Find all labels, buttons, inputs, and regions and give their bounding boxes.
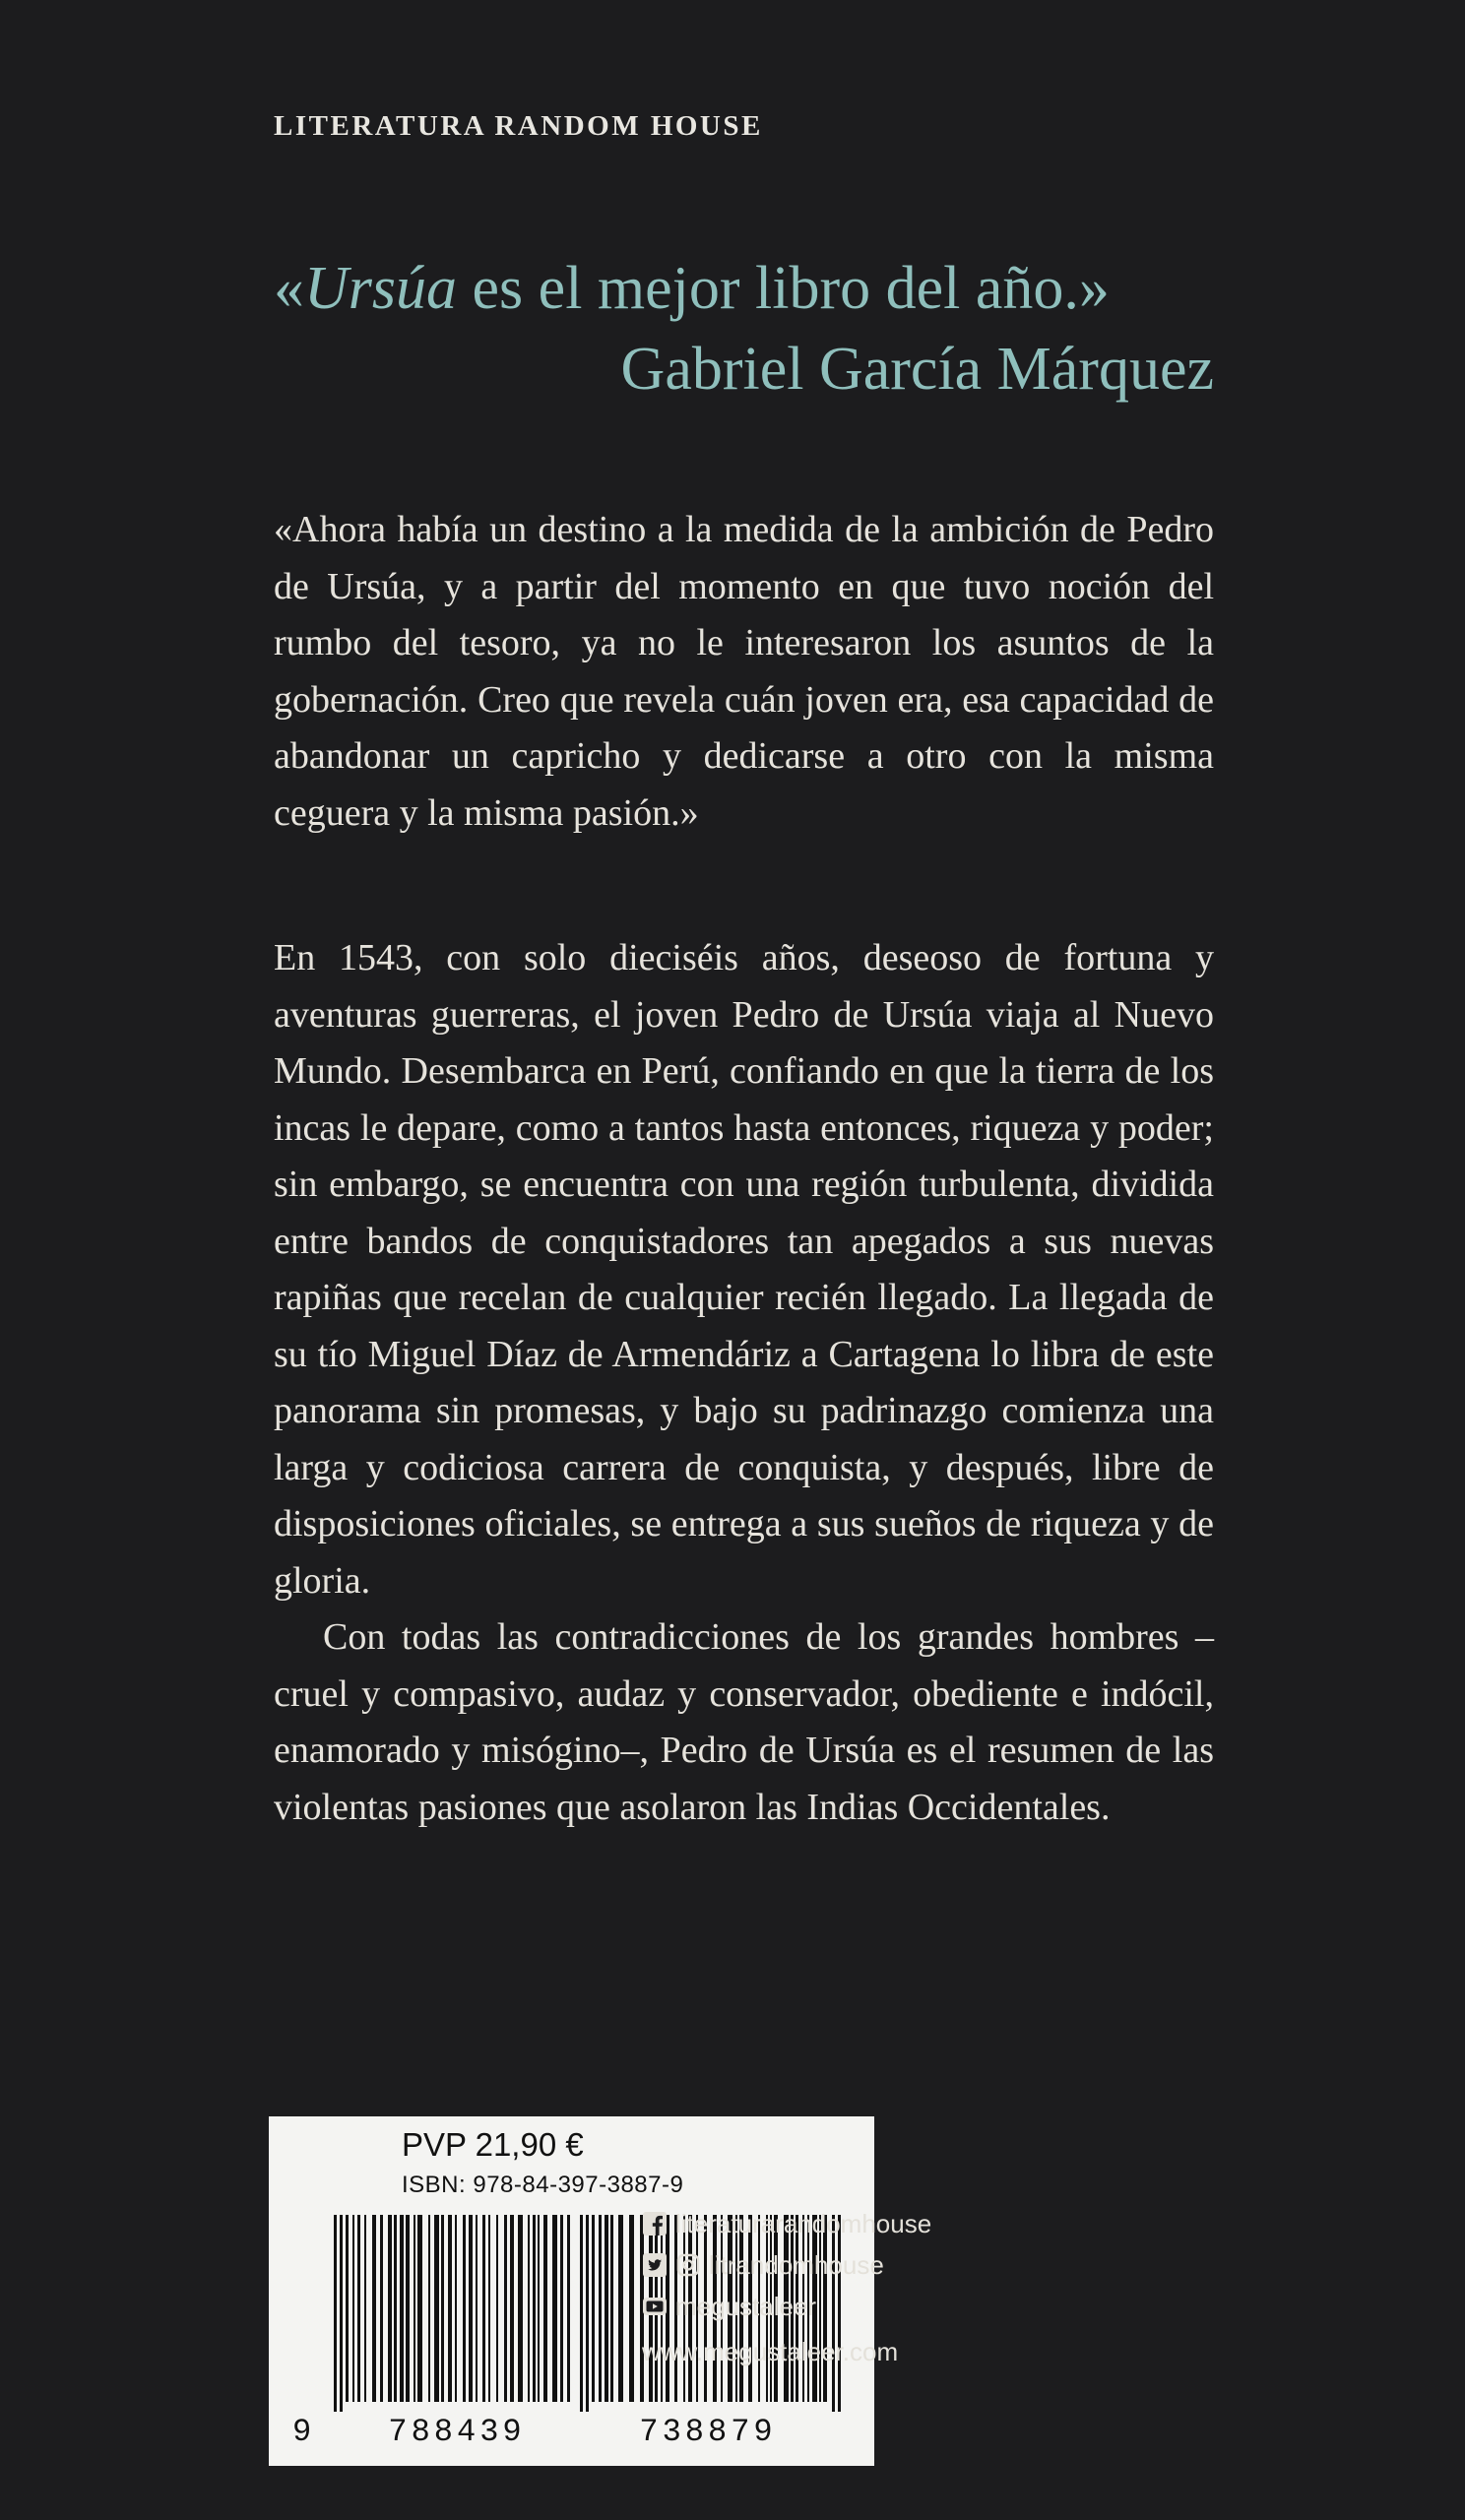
- instagram-icon: [675, 2252, 701, 2278]
- twitter-icon: [642, 2252, 668, 2278]
- facebook-icon: [642, 2211, 668, 2236]
- synopsis-paragraph-1: En 1543, con solo dieciséis años, deseoso de fortuna y aventuras guerreras, el joven Pedro de Ursúa viaja al Nuevo Mundo. Desembarca en Perú, confiando en que la tierra de los incas le depare, como a tantos hasta entonces, riqueza y poder; sin embargo, se encuentra con una región turbulenta, dividida entre bandos de conquistadores tan apegados a sus nuevas rapiñas que recelan de cualquier recién llegado. La llegada de su tío Miguel Díaz de Armendáriz a Cartagena lo libra de este panorama sin promesas, y bajo su padrinazgo comienza una larga y codiciosa carrera de conquista, y después, libre de disposiciones oficiales, se entrega a sus sueños de riqueza y de gloria.: [274, 937, 1214, 1602]
- barcode-digits: [292, 2414, 854, 2450]
- youtube-handle[interactable]: megustaleer: [675, 2292, 817, 2321]
- synopsis: [274, 930, 1214, 1836]
- facebook-handle[interactable]: literaturarandomhouse: [675, 2209, 932, 2238]
- blurb-quote-text: es el mejor libro del año.»: [457, 255, 1110, 322]
- social-row-youtube: [642, 2286, 931, 2327]
- blurb-quote-open: «: [274, 255, 304, 322]
- barcode-digits-left: 788439: [388, 2414, 526, 2450]
- barcode-digits-right: 738879: [639, 2414, 777, 2450]
- barcode-digit-first: 9: [292, 2414, 316, 2450]
- isbn-text: ISBN: 978-84-397-3887-9: [402, 2172, 684, 2198]
- social-links: [642, 2203, 931, 2372]
- blurb-quote: [274, 248, 1214, 329]
- blurb-author: Gabriel García Márquez: [620, 336, 1214, 403]
- website-link[interactable]: www.megustaleer.com: [642, 2337, 899, 2366]
- excerpt-paragraph: «Ahora había un destino a la medida de la ambición de Pedro de Ursúa, y a partir del momento en que tuvo noción del rumbo del tesoro, ya no le interesaron los asuntos de la gobernación. Creo que revela cuán joven era, esa capacidad de abandonar un capricho y dedicarse a otro con la misma ceguera y la misma pasión.»: [274, 509, 1214, 834]
- price-text: PVP 21,90 €: [402, 2126, 584, 2163]
- blurb: [274, 248, 1214, 410]
- excerpt: [274, 502, 1214, 842]
- youtube-icon: [642, 2294, 668, 2319]
- imprint-label: LITERATURA RANDOM HOUSE: [274, 110, 763, 142]
- synopsis-paragraph-2: Con todas las contradicciones de los grandes hombres –cruel y compasivo, audaz y conservador, obediente e indócil, enamorado y misógino–, Pedro de Ursúa es el resumen de las violentas pasiones que asolaron las Indias Occidentales.: [274, 1616, 1214, 1828]
- social-row-website: [642, 2331, 931, 2372]
- social-row-facebook: [642, 2203, 931, 2244]
- social-row-twitter-instagram: [642, 2244, 931, 2286]
- twitter-instagram-handle[interactable]: litrandomhouse: [709, 2250, 884, 2280]
- blurb-title-italic: Ursúa: [304, 255, 458, 322]
